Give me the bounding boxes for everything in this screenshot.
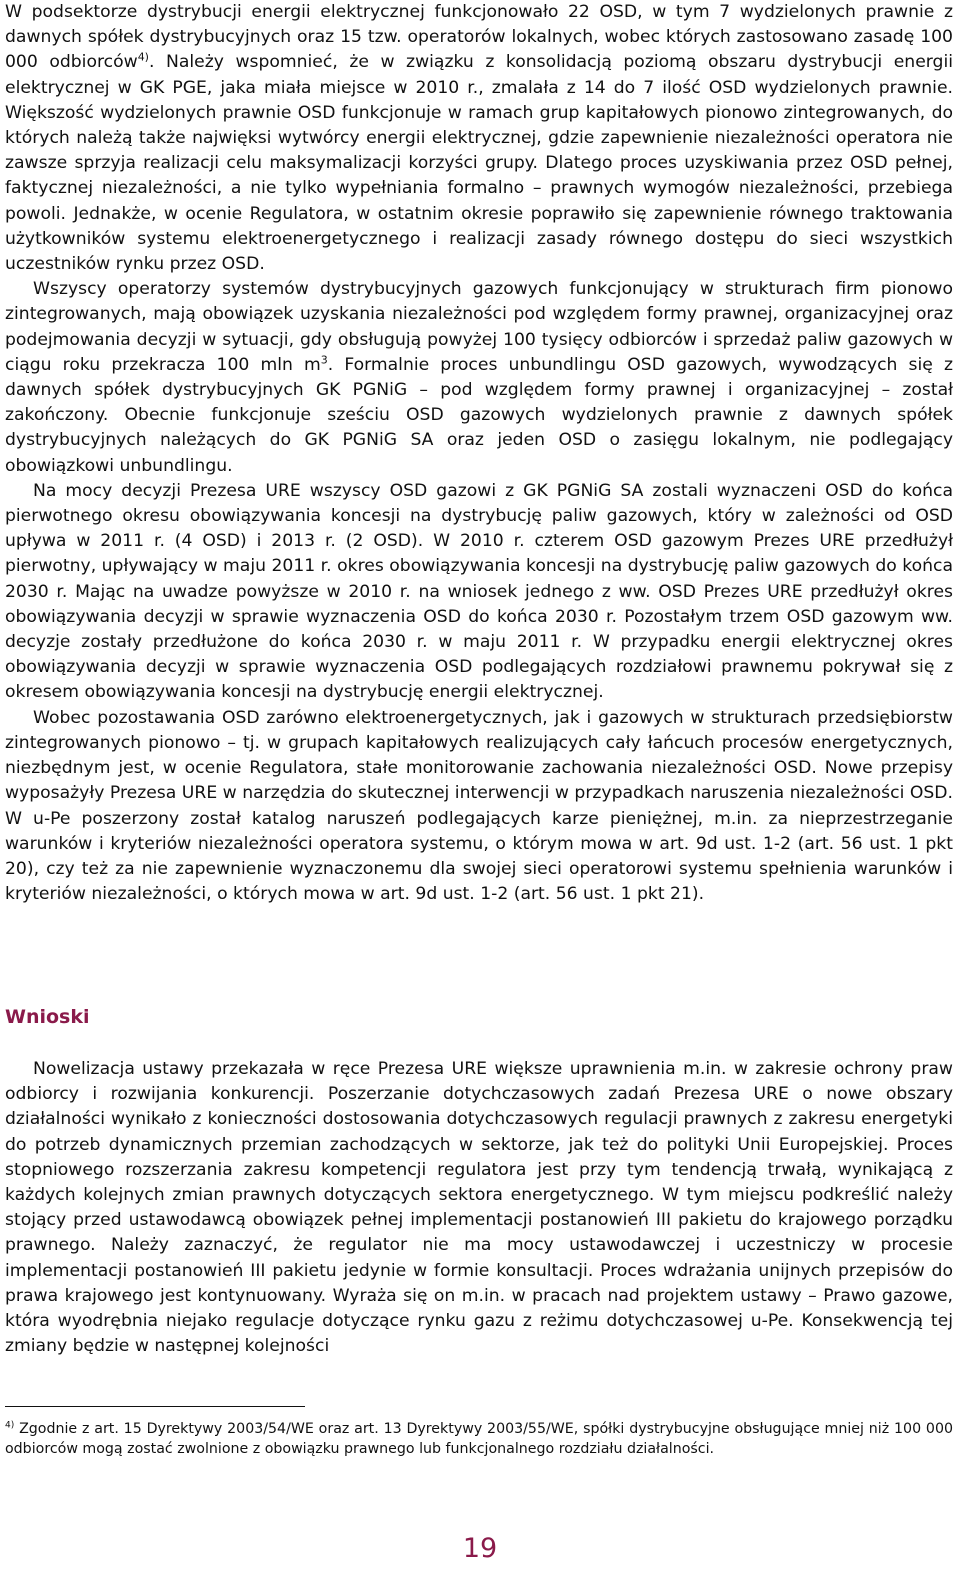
paragraph-decisions: Na mocy decyzji Prezesa URE wszyscy OSD gazowi z GK PGNiG SA zostali wyznaczeni OSD do końca pierwotnego okresu obowiązywania koncesji na dystrybucję paliw gazowych, który w zależności od OSD upływa w 2011 r. (4 OSD) i 2013 r. (2 OSD). W 2010 r. czterem OSD gazowym Prezes URE przedłużył pierwotny, upływający w maju 2011 r. okres obowiązywania koncesji na dystrybucję paliw gazowych do końca 2030 r. Mając na uwadze powyższe w 2010 r. na wniosek jednego z ww. OSD Prezes URE przedłużył okres obowiązywania decyzji w sprawie wyznaczenia OSD do końca 2030 r. Pozostałym trzem OSD gazowym ww. decyzje zostały przedłużone do końca 2030 r. w maju 2011 r. W przypadku energii elektrycznej okres obowiązywania decyzji w sprawie wyznaczenia OSD podlegających rozdziałowi prawnemu pokrywał się z okresem obowiązywania koncesji na dystrybucję energii elektrycznej. (5, 480, 953, 703)
paragraph-electricity-dso (5, 0, 953, 277)
paragraph-text: Wszyscy operatorzy systemów dystrybucyjnych gazowych funkcjonujący w strukturach firm pionowo zintegrowanych, mają obowiązek uzyskania niezależności pod względem formy prawnej, organizacyjnej oraz podejmowania decyzji w sytuacji, gdy obsługują powyżej 100 tysięcy odbiorców i sprzedaż paliw gazowych w ciągu roku przekracza 100 mln m (5, 279, 953, 375)
footnote-text: Zgodnie z art. 15 Dyrektywy 2003/54/WE oraz art. 13 Dyrektywy 2003/55/WE, spółki dystrybucyjne obsługujące mniej niż 100 000 odbiorców mogą zostać zwolnione z obowiązku prawnego lub funkcjonalnego rozdziału działalności. (5, 1421, 953, 1457)
superscript-unit: 3 (320, 353, 328, 367)
main-text-section (5, 0, 953, 907)
footnote-reference[interactable]: 4) (137, 50, 149, 64)
paragraph-conclusions: Nowelizacja ustawy przekazała w ręce Prezesa URE większe uprawnienia m.in. w zakresie ochrony praw odbiorcy i rozwijania konkurencji. Poszerzanie dotychczasowych zadań Prezesa URE o nowe obszary działalności wynikało z konieczności dostosowania dotychczasowych regulacji prawnych z zakresu energetyki do potrzeb dynamicznych przemian zachodzących w sektorze, jak też do polityki Unii Europejskiej. Proces stopniowego rozszerzania zakresu kompetencji regulatora jest przy tym tendencją trwałą, wynikającą z każdych kolejnych zmian prawnych dotyczących sektora energetycznego. W tym miejscu podkreślić należy stojący przed ustawodawcą obowiązek pełnej implementacji postanowień III pakietu do krajowego porządku prawnego. Należy zaznaczyć, że regulator nie ma mocy ustawodawczej i uczestniczy w procesie implementacji postanowień III pakietu jedynie w formie konsultacji. Proces wdrażania unijnych przepisów do prawa krajowego jest kontynuowany. Wyraża się on m.in. w pracach nad projektem ustawy – Prawo gazowe, która wyodrębnia niejako regulacje dotyczące rynku gazu z reżimu dotychczasowej u-Pe. Konsekwencją tej zmiany będzie w następnej kolejności (5, 1059, 953, 1357)
paragraph-monitoring: Wobec pozostawania OSD zarówno elektroenergetycznych, jak i gazowych w strukturach przedsiębiorstw zintegrowanych pionowo – tj. w grupach kapitałowych realizujących cały łańcuch procesów energetycznych, niezbędnym jest, w ocenie Regulatora, stałe monitorowanie zachowania niezależności OSD. Nowe przepisy wyposażyły Prezesa URE w narzędzia do skutecznej interwencji w przypadkach naruszenia niezależności OSD. W u-Pe poszerzony został katalog naruszeń podlegających karze pieniężnej, m.in. za nieprzestrzeganie warunków i kryteriów niezależności operatora systemu, o którym mowa w art. 9d ust. 1-2 (art. 56 ust. 1 pkt 20), czy też za nie zapewnienie wyznaczonemu dla swojej sieci operatorowi systemu spełnienia warunków i kryteriów niezależności, o których mowa w art. 9d ust. 1-2 (art. 56 ust. 1 pkt 21). (5, 707, 953, 905)
paragraph-text: W podsektorze dystrybucji energii elektrycznej funkcjonowało 22 OSD, w tym 7 wydzielonych prawnie z dawnych spółek dystrybucyjnych oraz 15 tzw. operatorów lokalnych, wobec których zastosowano zasadę 100 000 odbiorców (5, 2, 953, 73)
footnote (5, 1419, 953, 1459)
footnote-divider (5, 1406, 305, 1407)
conclusions-section (5, 1057, 953, 1359)
page-number: 19 (462, 1533, 498, 1564)
section-heading: Wnioski (5, 1006, 90, 1028)
paragraph-gas-dso (5, 277, 953, 479)
footnote-mark: 4) (5, 1420, 15, 1431)
paragraph-text: . Należy wspomnieć, że w związku z konsolidacją poziomą obszaru dystrybucji energii elektrycznej w GK PGE, jaka miała miejsce w 2010 r., zmalała z 14 do 7 ilość OSD wydzielonych prawnie. Większość wydzielonych prawnie OSD funkcjonuje w ramach grup kapitałowych pionowo zintegrowanych, do których należą także najwięksi wytwórcy energii elektrycznej, gdzie zapewnienie niezależności operatora nie zawsze sprzyja realizacji celu maksymalizacji korzyści grupy. Dlatego proces uzyskiwania przez OSD pełnej, faktycznej niezależności, a nie tylko wypełniania formalno – prawnych wymogów niezależności, przebiega powoli. Jednakże, w ocenie Regulatora, w ostatnim okresie poprawiło się zapewnienie równego traktowania użytkowników systemu elektroenergetycznego i realizacji zasady równego dostępu do sieci wszystkich uczestników rynku przez OSD. (5, 52, 953, 275)
paragraph-text: . Formalnie proces unbundlingu OSD gazowych, wywodzących się z dawnych spółek dystrybucyjnych GK PGNiG – pod względem formy prawnej i organizacyjnej – został zakończony. Obecnie funkcjonuje sześciu OSD gazowych wydzielonych prawnie z dawnych spółek dystrybucyjnych należących do GK PGNiG SA oraz jeden OSD o zasięgu lokalnym, nie podlegający obowiązkowi unbundlingu. (5, 354, 953, 476)
